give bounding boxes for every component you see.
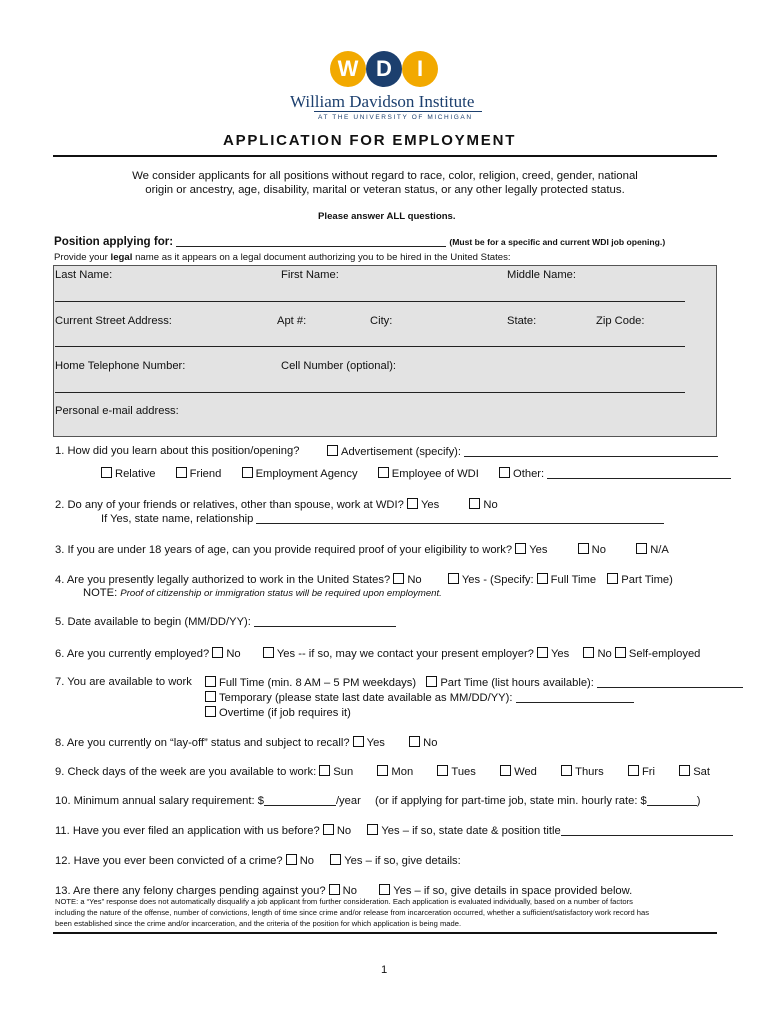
q3-na-checkbox[interactable]: [636, 543, 647, 554]
q13-no-checkbox[interactable]: [329, 884, 340, 895]
q1-options-row: Relative Friend Employment Agency Employee of WDI Other:: [101, 467, 731, 480]
q4-note: NOTE: Proof of citizenship or immigration status will be required upon employment.: [83, 587, 442, 599]
q9-tues-checkbox[interactable]: [437, 765, 448, 776]
q1-advertisement-checkbox[interactable]: [327, 445, 338, 456]
q13-note-line-1: NOTE: a “Yes” response does not automatically disqualify a job applicant from further consideration. Each application is evaluated individually, based on a number of factors: [55, 897, 633, 906]
legal-name-instruction: Provide your legal name as it appears on a legal document authorizing you to be hired in the United States:: [54, 252, 511, 263]
q2-yes-checkbox[interactable]: [407, 498, 418, 509]
position-note: (Must be for a specific and current WDI job opening.): [449, 237, 666, 247]
q9-fri-checkbox[interactable]: [628, 765, 639, 776]
logo-letter-w: W: [330, 51, 366, 87]
q7-temporary-date-input[interactable]: [516, 702, 634, 703]
question-8: 8. Are you currently on “lay-off” status and subject to recall? Yes No: [55, 737, 438, 749]
street-label: Current Street Address:: [55, 315, 172, 327]
logo-letter-i: I: [402, 51, 438, 87]
q13-note-line-2: including the nature of the offense, number of convictions, length of time since crime and/or release from incarceration occurred, whether a sufficient/satisfactory work record has: [55, 908, 650, 917]
first-name-label: First Name:: [281, 269, 339, 281]
q1-other-input[interactable]: [547, 478, 731, 479]
question-2: 2. Do any of your friends or relatives, other than spouse, work at WDI? Yes No: [55, 499, 498, 511]
q12-yes-checkbox[interactable]: [330, 854, 341, 865]
q4-parttime-checkbox[interactable]: [607, 573, 618, 584]
q7-hours-input[interactable]: [597, 687, 743, 688]
q1-advertisement-input[interactable]: [464, 456, 718, 457]
institute-name: William Davidson Institute: [290, 92, 475, 111]
q1-friend-checkbox[interactable]: [176, 467, 187, 478]
q5-date-input[interactable]: [254, 626, 396, 627]
q7-temporary-checkbox[interactable]: [205, 691, 216, 702]
intro-line-2: origin or ancestry, age, disability, marital or veteran status, or any other legally protected status.: [145, 184, 625, 196]
q7-line-2: Temporary (please state last date available as MM/DD/YY):: [205, 691, 634, 704]
position-row: [54, 235, 665, 248]
q8-no-checkbox[interactable]: [409, 736, 420, 747]
q9-wed-checkbox[interactable]: [500, 765, 511, 776]
question-11: 11. Have you ever filed an application with us before? No Yes – if so, state date & position title: [55, 824, 733, 837]
q13-yes-checkbox[interactable]: [379, 884, 390, 895]
question-7: 7. You are available to work: [55, 676, 192, 688]
q4-no-checkbox[interactable]: [393, 573, 404, 584]
question-13: 13. Are there any felony charges pending against you? No Yes – if so, give details in space provided below.: [55, 885, 633, 897]
q1-advertisement: Advertisement (specify):: [327, 445, 718, 458]
position-input[interactable]: [176, 246, 446, 247]
middle-name-label: Middle Name:: [507, 269, 577, 281]
home-phone-label: Home Telephone Number:: [55, 360, 186, 372]
q6-contact-no-checkbox[interactable]: [583, 647, 594, 658]
question-5: 5. Date available to begin (MM/DD/YY):: [55, 616, 396, 628]
state-label: State:: [507, 315, 537, 327]
question-6: 6. Are you currently employed? No Yes -- if so, may we contact your present employer? Yes No Self-employed: [55, 648, 701, 660]
cell-label: Cell Number (optional):: [281, 360, 397, 372]
q1-other-checkbox[interactable]: [499, 467, 510, 478]
q1-relative-checkbox[interactable]: [101, 467, 112, 478]
page-title: APPLICATION FOR EMPLOYMENT: [223, 132, 517, 149]
name-input-line[interactable]: [55, 301, 685, 302]
zip-label: Zip Code:: [596, 315, 645, 327]
institute-subtitle: AT THE UNIVERSITY OF MICHIGAN: [318, 114, 473, 121]
q3-no-checkbox[interactable]: [578, 543, 589, 554]
q10-salary-input[interactable]: [264, 805, 336, 806]
q11-yes-checkbox[interactable]: [367, 824, 378, 835]
q7-parttime-checkbox[interactable]: [426, 676, 437, 687]
page-number: 1: [381, 964, 388, 976]
q8-yes-checkbox[interactable]: [353, 736, 364, 747]
instruction-text: Please answer ALL questions.: [318, 211, 456, 222]
q13-note-line-3: been established since the crime and/or incarceration, and the criteria of the position for which application is being made.: [55, 919, 462, 928]
question-3: 3. If you are under 18 years of age, can you provide required proof of your eligibility to work? Yes No N/A: [55, 544, 669, 556]
q3-yes-checkbox[interactable]: [515, 543, 526, 554]
q7-overtime-checkbox[interactable]: [205, 706, 216, 717]
city-label: City:: [370, 315, 393, 327]
question-9: 9. Check days of the week are you available to work: Sun Mon Tues Wed Thurs Fri Sat: [55, 766, 711, 778]
last-name-label: Last Name:: [55, 269, 113, 281]
q7-fulltime-checkbox[interactable]: [205, 676, 216, 687]
email-label: Personal e-mail address:: [55, 405, 179, 417]
q2-no-checkbox[interactable]: [469, 498, 480, 509]
q7-line-3: Overtime (if job requires it): [205, 706, 351, 719]
q6-no-checkbox[interactable]: [212, 647, 223, 658]
q6-yes-checkbox[interactable]: [263, 647, 274, 658]
q6-contact-yes-checkbox[interactable]: [537, 647, 548, 658]
bottom-rule: [53, 932, 717, 934]
phone-input-line[interactable]: [55, 392, 685, 393]
address-input-line[interactable]: [55, 346, 685, 347]
question-1: 1. How did you learn about this position/opening?: [55, 445, 300, 457]
q2-sub: If Yes, state name, relationship: [101, 513, 664, 525]
q9-sun-checkbox[interactable]: [319, 765, 330, 776]
q9-thurs-checkbox[interactable]: [561, 765, 572, 776]
q9-sat-checkbox[interactable]: [679, 765, 690, 776]
title-rule: [53, 155, 717, 157]
intro-line-1: We consider applicants for all positions without regard to race, color, religion, creed, gender, national: [132, 170, 638, 182]
q1-employee-checkbox[interactable]: [378, 467, 389, 478]
q4-yes-checkbox[interactable]: [448, 573, 459, 584]
logo-divider: [314, 111, 482, 112]
question-12: 12. Have you ever been convicted of a crime? No Yes – if so, give details:: [55, 855, 461, 867]
q7-line-1: Full Time (min. 8 AM – 5 PM weekdays) Part Time (list hours available):: [205, 676, 743, 689]
question-10: 10. Minimum annual salary requirement: $ /year (or if applying for part-time job, state min. hourly rate: $ ): [55, 795, 701, 807]
apt-label: Apt #:: [277, 315, 307, 327]
q9-mon-checkbox[interactable]: [377, 765, 388, 776]
q12-no-checkbox[interactable]: [286, 854, 297, 865]
q11-details-input[interactable]: [561, 835, 733, 836]
question-4: 4. Are you presently legally authorized to work in the United States? No Yes - (Specify: Full Time Part Time): [55, 574, 673, 586]
q11-no-checkbox[interactable]: [323, 824, 334, 835]
q4-fulltime-checkbox[interactable]: [537, 573, 548, 584]
logo-letter-d: D: [366, 51, 402, 87]
position-label: Position applying for:: [54, 235, 174, 248]
q1-agency-checkbox[interactable]: [242, 467, 253, 478]
legal-emphasis: legal: [110, 252, 133, 263]
q6-self-employed-checkbox[interactable]: [615, 647, 626, 658]
q2-relationship-input[interactable]: [256, 523, 664, 524]
q10-hourly-input[interactable]: [647, 805, 697, 806]
